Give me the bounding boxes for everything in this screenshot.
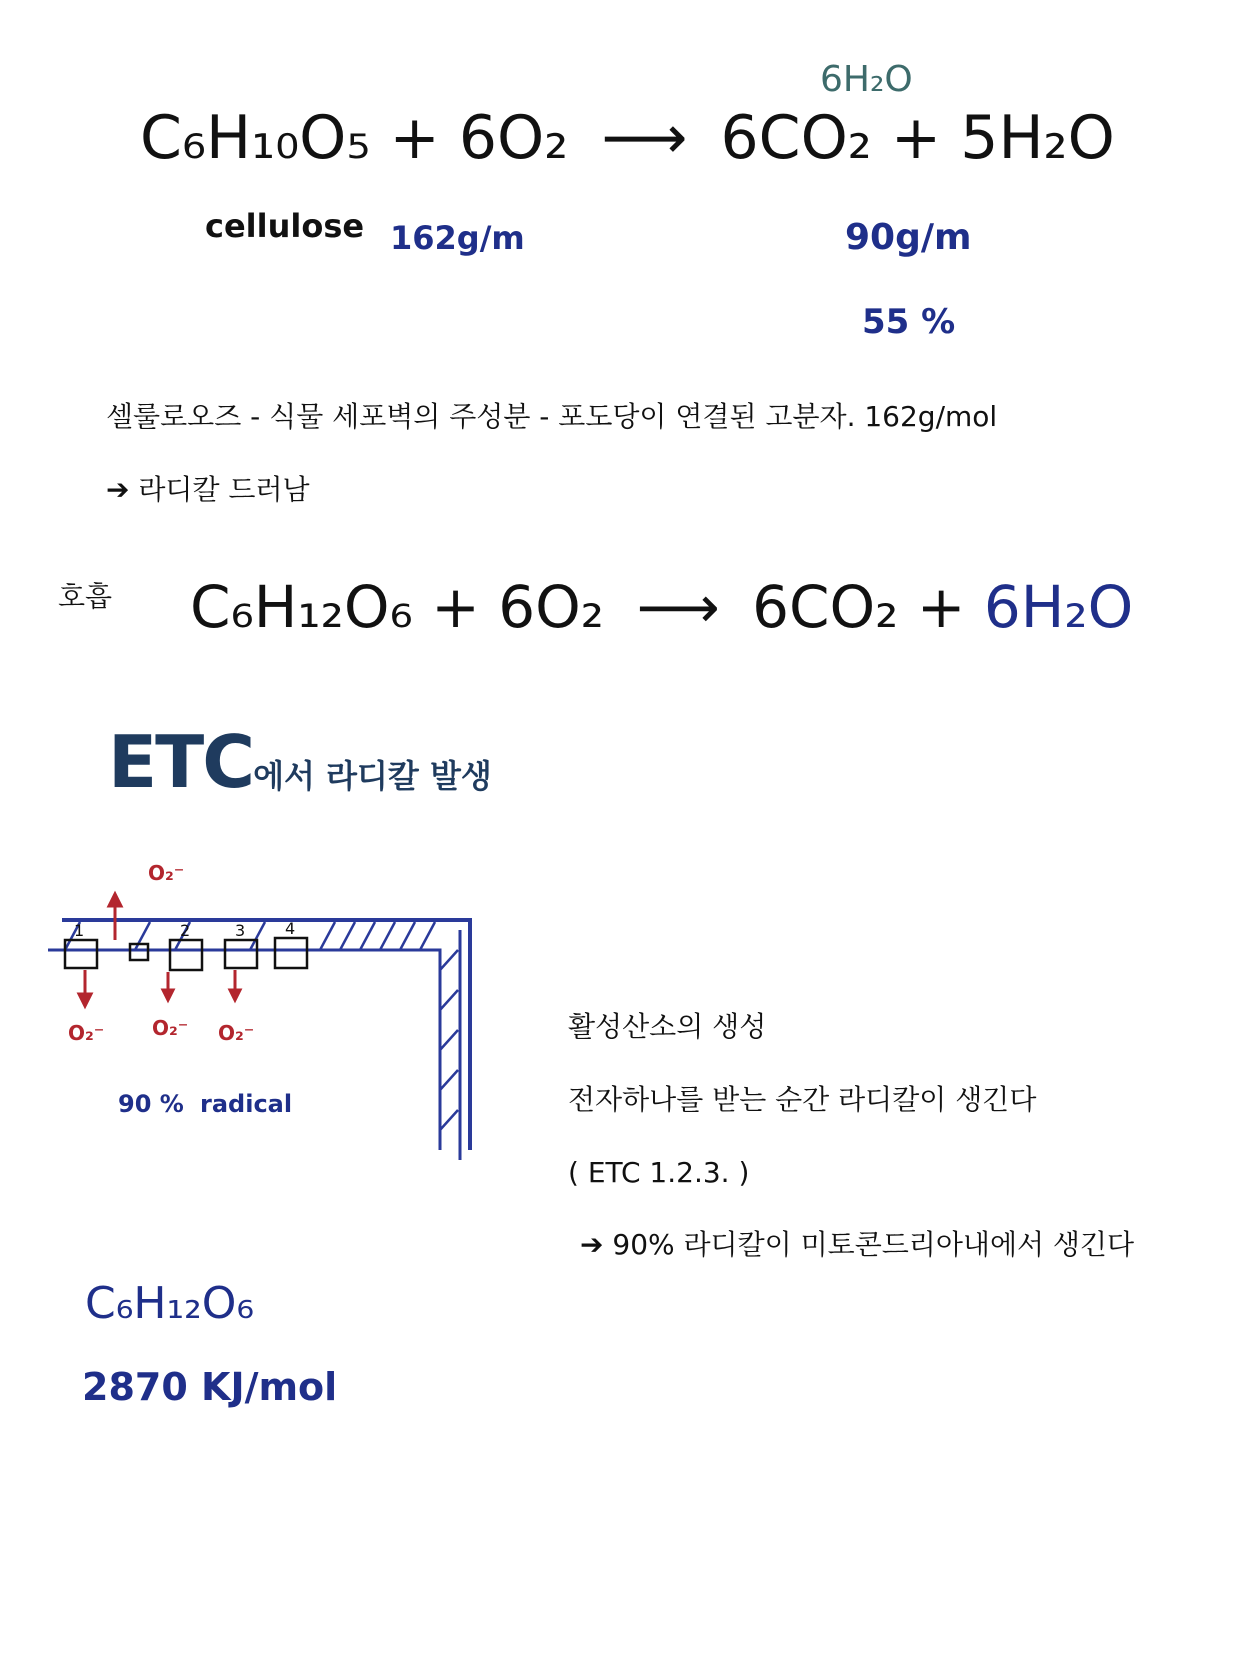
note-line-1: 활성산소의 생성: [568, 1010, 767, 1043]
complex-number-4: 4: [285, 919, 296, 938]
right-arrow-icon: ➔: [106, 473, 130, 506]
membrane: [48, 920, 470, 1160]
note-line-3: ( ETC 1.2.3. ): [568, 1156, 750, 1189]
cellulose-description: 셀룰로오즈 - 식물 세포벽의 주성분 - 포도당이 연결된 고분자. 162g/mol: [106, 400, 998, 433]
glucose-formula: C₆H₁₂O₆: [85, 1278, 254, 1329]
cellulose-conclusion: [106, 473, 310, 507]
cellulose-reactants: C₆H₁₀O₅ + 6O₂: [140, 103, 569, 173]
respiration-arrow: ⟶: [636, 573, 720, 641]
heading-etc: ETC: [108, 720, 254, 804]
respiration-reactants: C₆H₁₂O₆ + 6O₂: [190, 573, 605, 641]
heading-radical: 에서 라디칼 발생: [253, 757, 492, 795]
superoxide-3: O₂⁻: [218, 1021, 255, 1045]
complex-number-2: 2: [180, 921, 191, 940]
cellulose-molar-mass: 162g/m: [390, 219, 525, 257]
cellulose-label: cellulose: [205, 207, 365, 245]
respiration-label: 호흡: [58, 580, 113, 613]
glucose-energy: 2870 KJ/mol: [82, 1365, 338, 1409]
complex-2: [170, 940, 202, 970]
note-line-4: [580, 1228, 1134, 1262]
radical-label: radical: [200, 1090, 293, 1118]
percent-yield: 55 %: [862, 302, 956, 342]
etc-membrane-diagram: [40, 850, 480, 1180]
superoxide-1: O₂⁻: [68, 1021, 105, 1045]
superoxide-top: O₂⁻: [148, 861, 185, 885]
complex-1: [65, 940, 97, 968]
complex-number-3: 3: [235, 921, 246, 940]
percent-label: 90 %: [118, 1090, 184, 1118]
superoxide-2: O₂⁻: [152, 1016, 189, 1040]
complex-4: [275, 938, 307, 968]
complex-number-1: 1: [74, 921, 85, 940]
water-molar-mass: 90g/m: [845, 217, 972, 258]
section-heading: [108, 720, 492, 804]
right-arrow-icon: ➔: [580, 1228, 604, 1261]
note-line-2: 전자하나를 받는 순간 라디칼이 생긴다: [568, 1083, 1037, 1116]
respiration-water: 6H₂O: [983, 573, 1134, 641]
complexes: [65, 938, 307, 970]
note-line-4-text: 90% 라디칼이 미토콘드리아내에서 생긴다: [612, 1228, 1135, 1261]
cellulose-conclusion-text: 라디칼 드러남: [138, 473, 310, 506]
respiration-products: 6CO₂ +: [752, 573, 984, 641]
cellulose-products: 6CO₂ + 5H₂O: [720, 103, 1115, 173]
reaction-arrow: ⟶: [601, 103, 688, 173]
respiration-equation: [190, 573, 1134, 641]
cytochrome-c: [130, 944, 148, 960]
water-correction-note: 6H₂O: [820, 59, 913, 100]
cellulose-equation: [140, 103, 1115, 173]
